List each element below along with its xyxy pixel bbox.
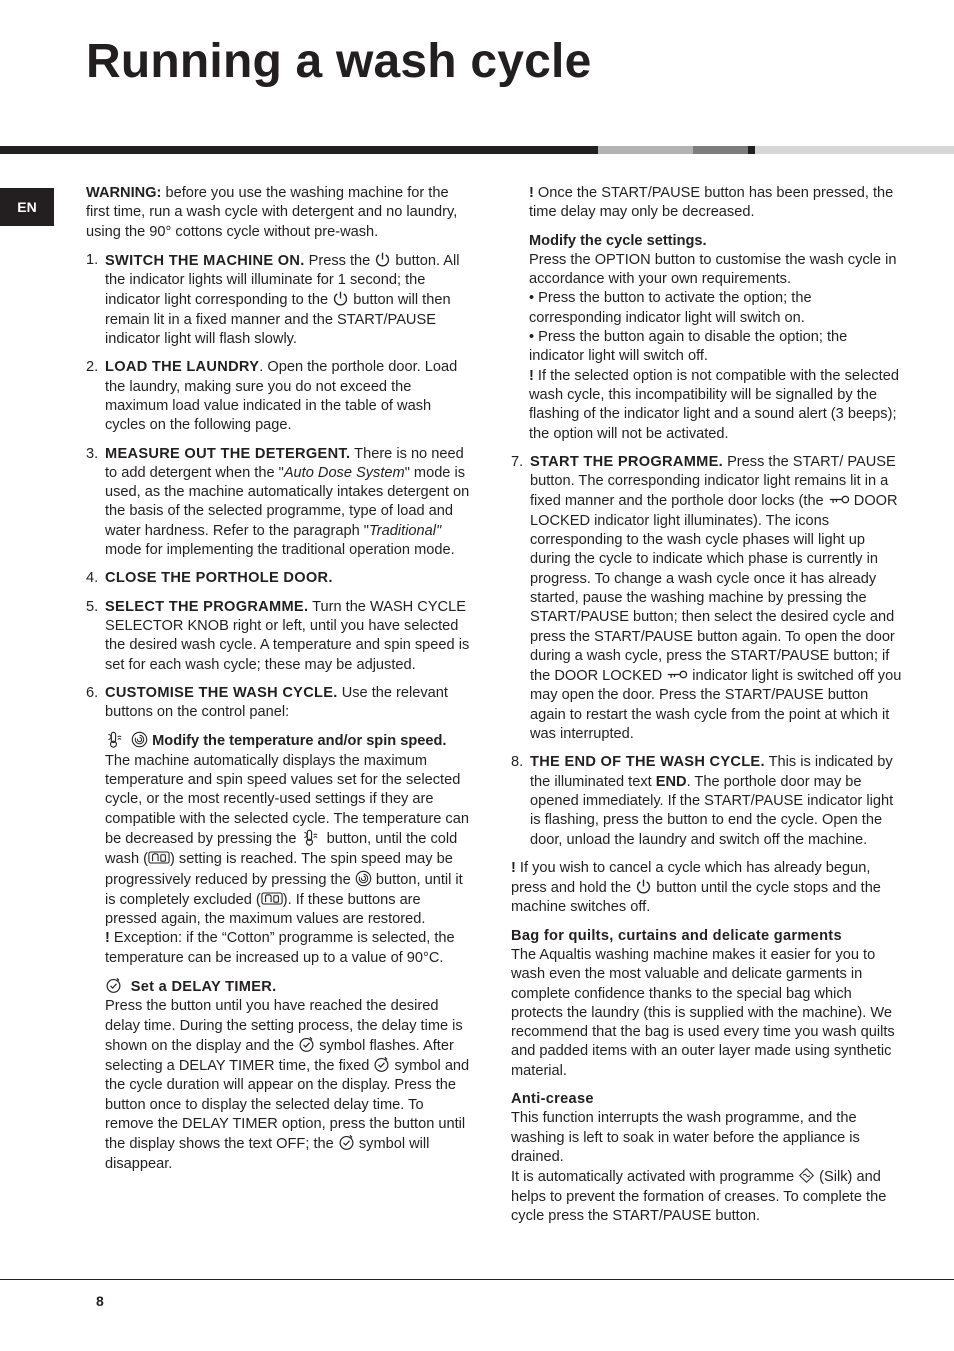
spin-icon <box>355 870 372 887</box>
temperature-icon <box>105 731 127 748</box>
door-lock-key-icon <box>828 491 850 508</box>
step-detergent: 3. MEASURE OUT THE DETERGENT. There is no need to add detergent when the "Auto Dose System" mode is used, as the machine automatically intakes detergent on the basis of the selected programme, type of load and water hardness. Refer to the paragraph "Traditional" mode for implementing the traditional operation mode. <box>86 445 470 559</box>
delay-note: ! Once the START/PAUSE button has been pressed, the time delay may only be decreased. <box>529 185 894 221</box>
left-column <box>86 184 472 1183</box>
anti-crease-heading: Anti-crease <box>511 1091 594 1108</box>
delay-clock-icon <box>373 1056 390 1073</box>
cancel-note: ! If you wish to cancel a cycle which has already begun, press and hold the button until the cycle stops and the machine switches off. <box>511 859 881 916</box>
temperature-icon <box>301 829 323 846</box>
delay-clock-icon <box>298 1036 315 1053</box>
page-number: 8 <box>96 1293 104 1309</box>
header-rule-mid <box>693 146 748 154</box>
door-lock-key-icon <box>666 666 688 683</box>
anti-crease-section: Anti-crease This function interrupts the wash programme, and the washing is left to soak in water before the appliance is drained. It is automatically activated with programme (Silk) and helps to prevent the formation of creases. To complete the cycle press the START/PAUSE button. <box>511 1090 903 1226</box>
off-icon <box>261 890 283 907</box>
footer-rule <box>0 1279 954 1280</box>
step-end-cycle: 8. THE END OF THE WASH CYCLE. This is indicated by the illuminated text END. The porthole door may be opened immediately. If the START/PAUSE indicator light is flashing, press the button to end the cycle. Open the door, unload the laundry and switch off the machine. <box>511 754 894 848</box>
temp-spin-section: Modify the temperature and/or spin speed. The machine automatically displays the maximum temperature and spin speed values set for the selected cycle, or the most recently-used settings if they are compatible with the selected cycle. The temperature can be decreased by pressing the button, until the cold wash ( ) setting is reached. The spin speed may be progressively reduced by pressing the button, until it is completely excluded ( ). If these buttons are pressed again, the maximum values are restored. ! Exception: if the “Cotton” programme is selected, the temperature can be increased up to a value of 90°C. <box>105 733 469 966</box>
bag-heading: Bag for quilts, curtains and delicate garments <box>511 927 842 944</box>
delay-timer-section: Set a DELAY TIMER. Press the button until you have reached the desired delay time. During the setting process, the delay time is shown on the display and the symbol flashes. After selecting a DELAY TIMER time, the fixed symbol and the cycle duration will appear on the display. Press the button once to display the selected delay time. To remove the DELAY TIMER option, press the button until the display shows the text OFF; the symbol will disappear. <box>105 978 470 1172</box>
warning-paragraph: WARNING: before you use the washing machine for the first time, run a wash cycle with detergent and no laundry, using the 90° cottons cycle without pre-wash. <box>86 185 458 240</box>
warning-label: WARNING: <box>86 185 162 201</box>
step-customise: 6. CUSTOMISE THE WASH CYCLE. Use the relevant buttons on the control panel: Modify the temperature and/or spin speed. The machine automatically displays the maximum temperature and spin speed values set for the selected cycle, or the most recently-used settings if they are compatible with the selected cycle. The temperature can be decreased by pressing the button, until the cold wash ( ) setting is reached. The spin speed may be progressively reduced by pressing the button, until it is completely excluded ( ). If these buttons are pressed again, the maximum values are restored. ! Exception: if the “Cotton” programme is selected, the temperature can be increased up to a value of 90°C. Set a DELAY TIMER. Press the button until you have reached the desired delay time. During the setting process, the delay time is shown on the display and the symbol flashes. After selecting a DELAY TIMER time, the fixed symbol and the cycle duration will appear on the display. Press the button once to display the selected delay time. To remove the DELAY TIMER option, press the button until the display shows the text OFF; the symbol will disappear. <box>86 684 472 1174</box>
page-title: Running a wash cycle <box>86 35 592 88</box>
header-rule-pale <box>755 146 954 154</box>
power-icon <box>374 251 391 268</box>
step-close-door: 4. CLOSE THE PORTHOLE DOOR. <box>86 570 333 587</box>
header-rule-notch <box>748 146 755 154</box>
header-rule-light <box>598 146 693 154</box>
step-switch-on: 1. SWITCH THE MACHINE ON. Press the button. All the indicator lights will illuminate for 1 second; the indicator light corresponding to the button will then remain lit in a fixed manner and the START/PAUSE indicator light will flash slowly. <box>86 251 460 348</box>
bag-section: Bag for quilts, curtains and delicate garments The Aqualtis washing machine makes it easier for you to wash even the most valuable and delicate garments in complete confidence thanks to the special bag which protects the laundry (this is supplied with the machine). We recommend that the bag is used every time you wash quilts and padded items with an outer layer made using synthetic material. <box>511 927 903 1081</box>
off-icon <box>148 849 170 866</box>
modify-settings-section: Modify the cycle settings. Press the OPTION button to customise the wash cycle in accordance with your own requirements. • Press the button to activate the option; the corresponding indicator light will switch on. • Press the button again to disable the option; the indicator light will switch off. ! If the selected option is not compatible with the selected wash cycle, this incompatibility will be signalled by the flashing of the indicator light and a sound alert (3 beeps); the option will not be activated. <box>529 232 899 442</box>
step-select-programme: 5. SELECT THE PROGRAMME. Turn the WASH CYCLE SELECTOR KNOB right or left, until you have selected the desired wash cycle. A temperature and spin speed is set for each wash cycle; these may be adjusted. <box>86 598 470 673</box>
power-icon <box>635 878 652 895</box>
header-rule-dark <box>0 146 598 154</box>
spin-icon <box>131 731 148 748</box>
right-column <box>511 184 903 1226</box>
silk-icon <box>798 1167 815 1184</box>
delay-clock-icon <box>105 977 122 994</box>
step-load-laundry: 2. LOAD THE LAUNDRY. Open the porthole door. Load the laundry, making sure you do not exceed the maximum load value indicated in the table of wash cycles on the following page. <box>86 359 458 434</box>
language-tab: EN <box>0 188 54 226</box>
step-start-programme: 7. START THE PROGRAMME. Press the START/ PAUSE button. The corresponding indicator light remains lit in a fixed manner and the porthole door locks (the DOOR LOCKED indicator light illuminates). The icons corresponding to the wash cycle phases will light up during the cycle to indicate which phase is currently in progress. To change a wash cycle once it has already started, pause the washing machine by pressing the START/PAUSE button; then select the desired cycle and press the START/PAUSE button again. To open the door during a wash cycle, press the START/PAUSE button; if the DOOR LOCKED indicator light is switched off you may open the door. Press the START/PAUSE button again to restart the wash cycle from the point at which it was interrupted. <box>511 453 902 743</box>
power-icon <box>332 290 349 307</box>
delay-clock-icon <box>338 1134 355 1151</box>
